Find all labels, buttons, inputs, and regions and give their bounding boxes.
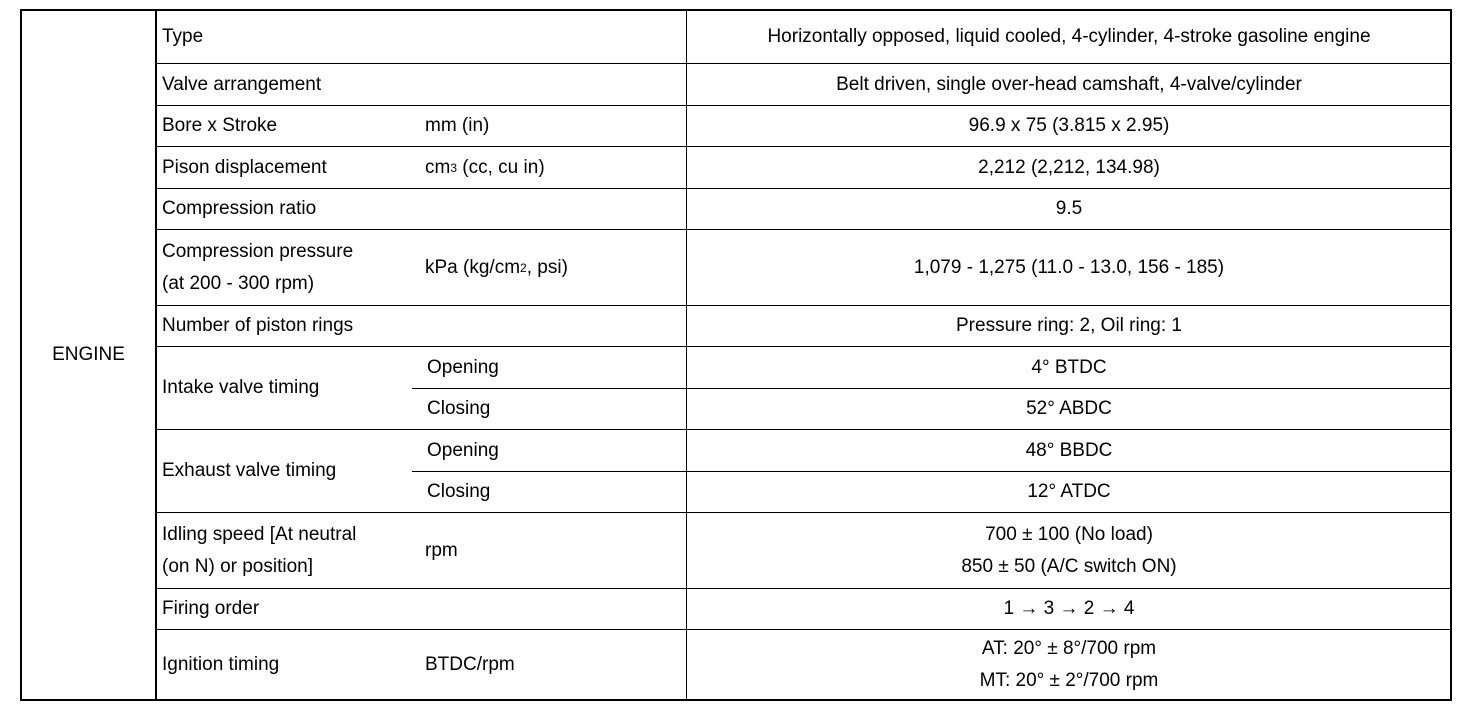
spec-value-closing: 52° ABDC: [1026, 398, 1112, 419]
column-divider: [686, 306, 687, 346]
spec-name-line: (on N) or position]: [162, 555, 314, 577]
spec-row-intake-valve-timing: [157, 346, 1450, 429]
spec-row-type: [157, 11, 1450, 63]
column-divider: [686, 630, 687, 699]
unit-text: kPa (kg/cm: [425, 256, 521, 278]
sub-label-opening: Opening: [427, 439, 499, 461]
sub-label-closing: Closing: [427, 481, 491, 502]
group-label-text: ENGINE: [52, 344, 125, 365]
spec-name-line: (at 200 - 300 rpm): [162, 272, 315, 294]
spec-value-closing: 12° ATDC: [1027, 481, 1111, 502]
spec-unit: kPa (kg/cm 2 , psi): [425, 256, 568, 278]
spec-row-displacement: [157, 146, 1450, 188]
spec-name: Exhaust valve timing: [162, 460, 337, 481]
spec-name: Firing order: [162, 598, 260, 619]
column-divider: [686, 230, 687, 305]
unit-text: (cc, cu in): [457, 156, 545, 178]
spec-name: [157, 513, 356, 588]
sub-label-opening: Opening: [427, 356, 499, 378]
spec-value-line: 700 ± 100 (No load): [985, 523, 1153, 545]
spec-unit: rpm: [425, 539, 458, 561]
spec-row-exhaust-valve-timing: [157, 429, 1450, 512]
spec-value: 96.9 x 75 (3.815 x 2.95): [968, 115, 1170, 136]
spec-name: Ignition timing: [162, 653, 280, 675]
spec-row-idling-speed: [157, 512, 1450, 588]
spec-row-compression-ratio: [157, 188, 1450, 229]
spec-value: 1,079 - 1,275 (11.0 - 13.0, 156 - 185): [913, 256, 1225, 278]
unit-text: cm: [425, 156, 451, 178]
spec-value: Belt driven, single over-head camshaft, 4-valve/cylinder: [836, 73, 1302, 95]
spec-value: [688, 513, 1450, 588]
spec-value-line: MT: 20° ± 2°/700 rpm: [979, 669, 1159, 691]
spec-unit: mm (in): [425, 115, 490, 136]
column-divider: [686, 64, 687, 105]
spec-value: 9.5: [1055, 198, 1083, 219]
column-divider: [686, 11, 687, 63]
column-divider: [686, 513, 687, 588]
spec-row-valve-arrangement: [157, 63, 1450, 105]
spec-value-opening: 4° BTDC: [1031, 356, 1107, 378]
spec-name: Compression ratio: [162, 198, 317, 219]
column-divider: [686, 106, 687, 146]
spec-row-bore-stroke: [157, 105, 1450, 146]
engine-spec-table: [20, 9, 1452, 701]
spec-row-ignition-timing: [157, 629, 1450, 699]
spec-unit: cm 3 (cc, cu in): [425, 156, 545, 178]
spec-name-line: Idling speed [At neutral: [162, 523, 357, 545]
spec-value: 2,212 (2,212, 134.98): [978, 156, 1160, 178]
column-divider: [686, 189, 687, 229]
spec-row-piston-rings: [157, 305, 1450, 346]
column-divider: [686, 589, 687, 629]
spec-value: [688, 630, 1450, 699]
sub-label-closing: Closing: [427, 398, 491, 419]
unit-text: , psi): [526, 256, 568, 278]
column-divider: [686, 147, 687, 188]
spec-value-opening: 48° BBDC: [1025, 439, 1113, 461]
spec-unit: BTDC/rpm: [425, 653, 515, 675]
spec-value: Pressure ring: 2, Oil ring: 1: [956, 315, 1182, 336]
spec-value-line: 850 ± 50 (A/C switch ON): [961, 555, 1177, 577]
spec-value-line: AT: 20° ± 8°/700 rpm: [981, 637, 1157, 659]
spec-value: 1 → 3 → 2 → 4: [1003, 598, 1135, 619]
spec-name: Bore x Stroke: [162, 115, 278, 136]
group-label-engine: [22, 11, 157, 699]
spec-name: [157, 230, 353, 305]
spec-name: Type: [162, 26, 204, 47]
spec-name-line: Compression pressure: [162, 240, 354, 262]
spec-name: Valve arrangement: [162, 73, 322, 95]
spec-row-compression-pressure: [157, 229, 1450, 305]
spec-name: Number of piston rings: [162, 315, 354, 336]
spec-value: Horizontally opposed, liquid cooled, 4-cylinder, 4-stroke gasoline engine: [767, 26, 1371, 47]
spec-row-firing-order: [157, 588, 1450, 629]
spec-name: Pison displacement: [162, 156, 327, 178]
spec-name: Intake valve timing: [162, 377, 320, 398]
